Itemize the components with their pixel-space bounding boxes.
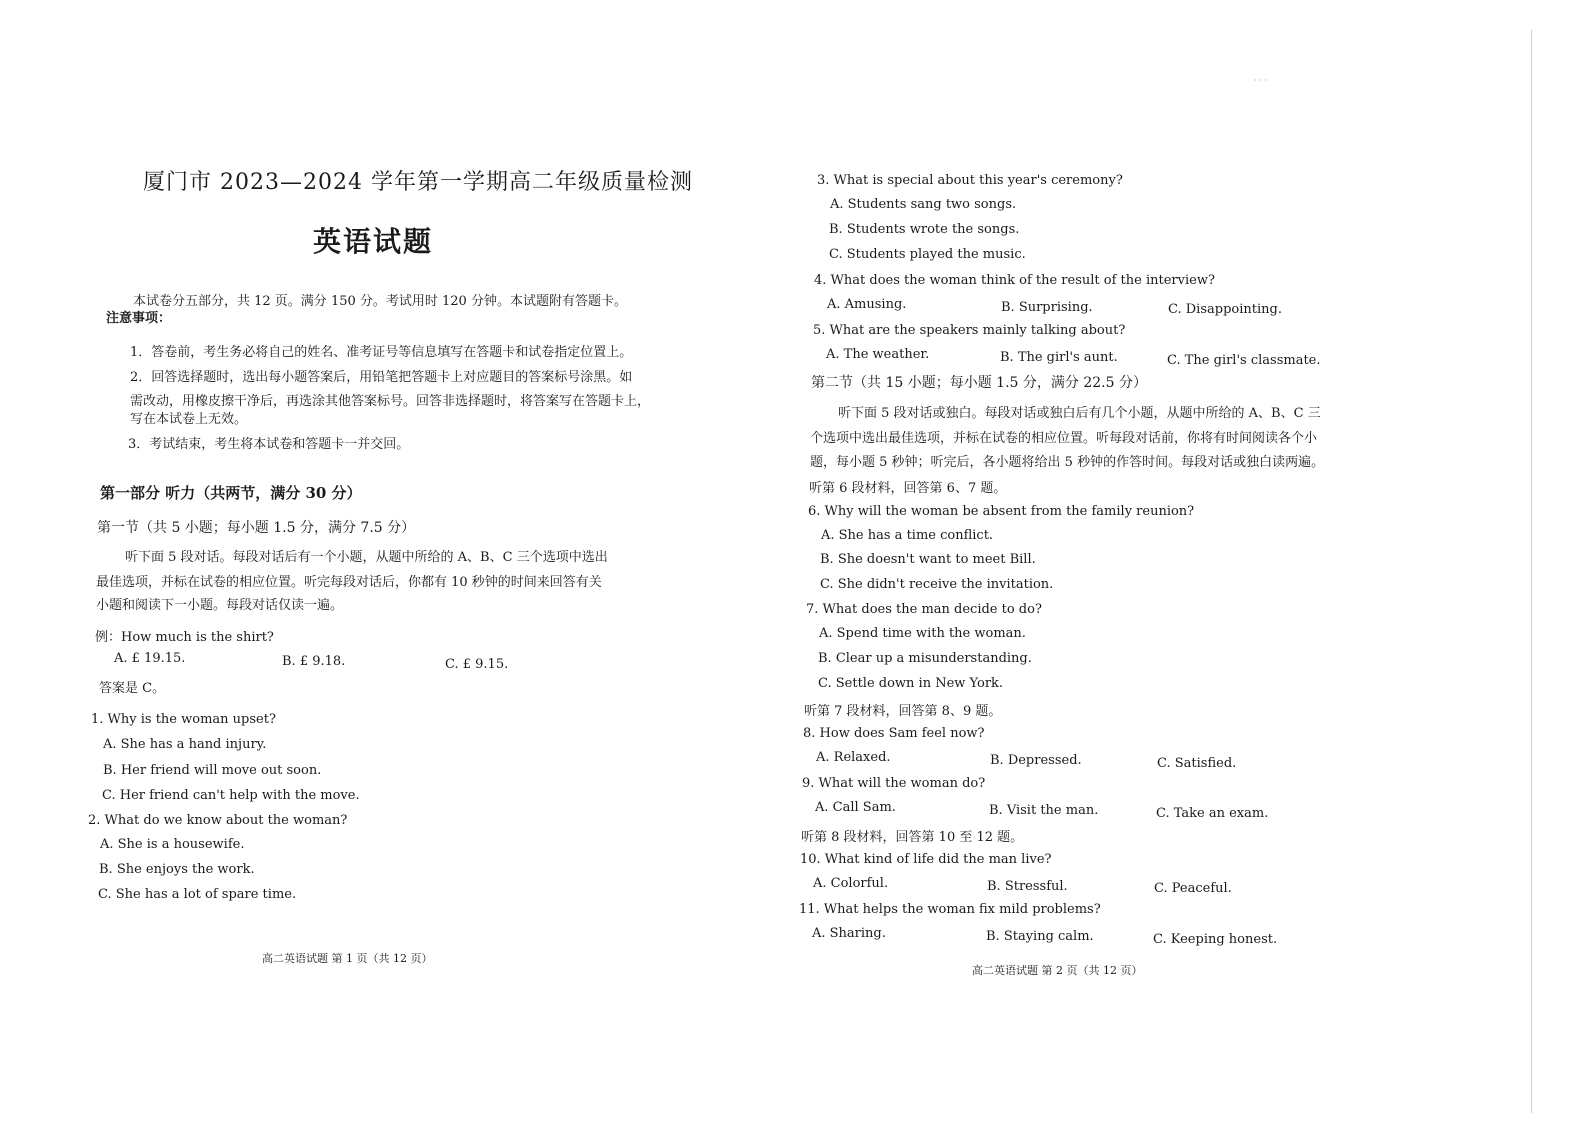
question-7: 7. What does the man decide to do? — [806, 602, 1042, 617]
question-4: 4. What does the woman think of the result of the interview? — [814, 273, 1215, 288]
section-heading: 第一节（共 5 小题；每小题 1.5 分，满分 7.5 分） — [97, 520, 416, 536]
example-option: C. £ 9.15. — [445, 657, 509, 672]
option: A. She has a hand injury. — [103, 737, 267, 752]
question-1: 1. Why is the woman upset? — [91, 712, 276, 727]
option: A. The weather. — [826, 347, 930, 362]
option: B. Staying calm. — [986, 929, 1094, 944]
option: B. Surprising. — [1001, 300, 1093, 315]
part-heading: 第一部分 听力（共两节，满分 30 分） — [100, 484, 362, 502]
question-9: 9. What will the woman do? — [802, 776, 986, 791]
notice-item: 3．考试结束，考生将本试卷和答题卡一并交回。 — [128, 437, 410, 452]
option: C. Settle down in New York. — [818, 676, 1004, 691]
section-instructions: 小题和阅读下一小题。每段对话仅读一遍。 — [96, 598, 344, 613]
option: C. Students played the music. — [829, 247, 1026, 262]
notice-item: 需改动，用橡皮擦干净后，再选涂其他答案标号。回答非选择题时，将答案写在答题卡上， — [130, 394, 651, 409]
option: B. Depressed. — [990, 753, 1082, 768]
material-heading: 听第 6 段材料，回答第 6、7 题。 — [809, 481, 1007, 496]
option: A. She has a time conflict. — [821, 528, 994, 543]
option: A. She is a housewife. — [100, 837, 245, 852]
example-answer: 答案是 C。 — [99, 681, 166, 696]
option: C. Peaceful. — [1154, 881, 1232, 896]
option: B. Her friend will move out soon. — [103, 763, 322, 778]
option: C. Take an exam. — [1156, 806, 1269, 821]
section-instructions: 听下面 5 段对话或独白。每段对话或独白后有几个小题，从题中所给的 A、B、C 三 — [838, 406, 1321, 421]
option: C. The girl's classmate. — [1167, 353, 1321, 368]
example-option: A. £ 19.15. — [114, 651, 186, 666]
question-6: 6. Why will the woman be absent from the family reunion? — [808, 504, 1195, 519]
option: A. Spend time with the woman. — [819, 626, 1026, 641]
material-heading: 听第 7 段材料，回答第 8、9 题。 — [804, 704, 1002, 719]
subject-title: 英语试题 — [313, 225, 434, 258]
notice-item: 2．回答选择题时，选出每小题答案后，用铅笔把答题卡上对应题目的答案标号涂黑。如 — [130, 370, 633, 385]
scan-edge-line — [1531, 30, 1532, 1113]
question-10: 10. What kind of life did the man live? — [800, 852, 1052, 867]
option: A. Colorful. — [813, 876, 889, 891]
option: C. Disappointing. — [1168, 302, 1282, 317]
option: B. Visit the man. — [989, 803, 1099, 818]
notice-heading: 注意事项： — [106, 311, 172, 326]
notice-item: 写在本试卷上无效。 — [130, 412, 248, 427]
option: C. She didn't receive the invitation. — [820, 577, 1054, 592]
option: A. Sharing. — [812, 926, 886, 941]
option: A. Amusing. — [827, 297, 907, 312]
section-instructions: 听下面 5 段对话。每段对话后有一个小题，从题中所给的 A、B、C 三个选项中选出 — [125, 550, 608, 565]
scan-speck: · · · — [1254, 76, 1267, 85]
option: C. Satisfied. — [1157, 756, 1237, 771]
question-8: 8. How does Sam feel now? — [803, 726, 985, 741]
option: C. Keeping honest. — [1153, 932, 1278, 947]
notice-item: 1．答卷前，考生务必将自己的姓名、准考证号等信息填写在答题卡和试卷指定位置上。 — [130, 345, 633, 360]
option: A. Call Sam. — [815, 800, 896, 815]
question-2: 2. What do we know about the woman? — [88, 813, 348, 828]
section-instructions: 个选项中选出最佳选项，并标在试卷的相应位置。听每段对话前，你将有时间阅读各个小 — [810, 431, 1318, 446]
section-instructions: 最佳选项，并标在试卷的相应位置。听完每段对话后，你都有 10 秒钟的时间来回答有关 — [96, 575, 602, 590]
example-option: B. £ 9.18. — [282, 654, 346, 669]
question-3: 3. What is special about this year's ceremony? — [817, 173, 1123, 188]
option: A. Students sang two songs. — [830, 197, 1017, 212]
page-footer: 高二英语试题 第 1 页（共 12 页） — [262, 952, 433, 965]
question-11: 11. What helps the woman fix mild problems? — [799, 902, 1101, 917]
example-question: 例：How much is the shirt? — [95, 630, 274, 645]
option: B. Clear up a misunderstanding. — [818, 651, 1032, 666]
option: C. She has a lot of spare time. — [98, 887, 297, 902]
option: B. She enjoys the work. — [99, 862, 255, 877]
page-footer: 高二英语试题 第 2 页（共 12 页） — [972, 964, 1143, 977]
option: B. She doesn't want to meet Bill. — [820, 552, 1036, 567]
option: A. Relaxed. — [816, 750, 891, 765]
exam-title: 厦门市 2023—2024 学年第一学期高二年级质量检测 — [143, 170, 693, 195]
section-instructions: 题，每小题 5 秒钟；听完后，各小题将给出 5 秒钟的作答时间。每段对话或独白读两遍。 — [810, 455, 1325, 470]
option: B. Stressful. — [987, 879, 1068, 894]
section-heading: 第二节（共 15 小题；每小题 1.5 分，满分 22.5 分） — [811, 375, 1147, 391]
option: C. Her friend can't help with the move. — [102, 788, 360, 803]
option: B. The girl's aunt. — [1000, 350, 1118, 365]
material-heading: 听第 8 段材料，回答第 10 至 12 题。 — [801, 830, 1024, 845]
question-5: 5. What are the speakers mainly talking about? — [813, 323, 1126, 338]
intro-text: 本试卷分五部分，共 12 页。满分 150 分。考试用时 120 分钟。本试题附有答题卡。 — [133, 294, 627, 309]
option: B. Students wrote the songs. — [829, 222, 1020, 237]
